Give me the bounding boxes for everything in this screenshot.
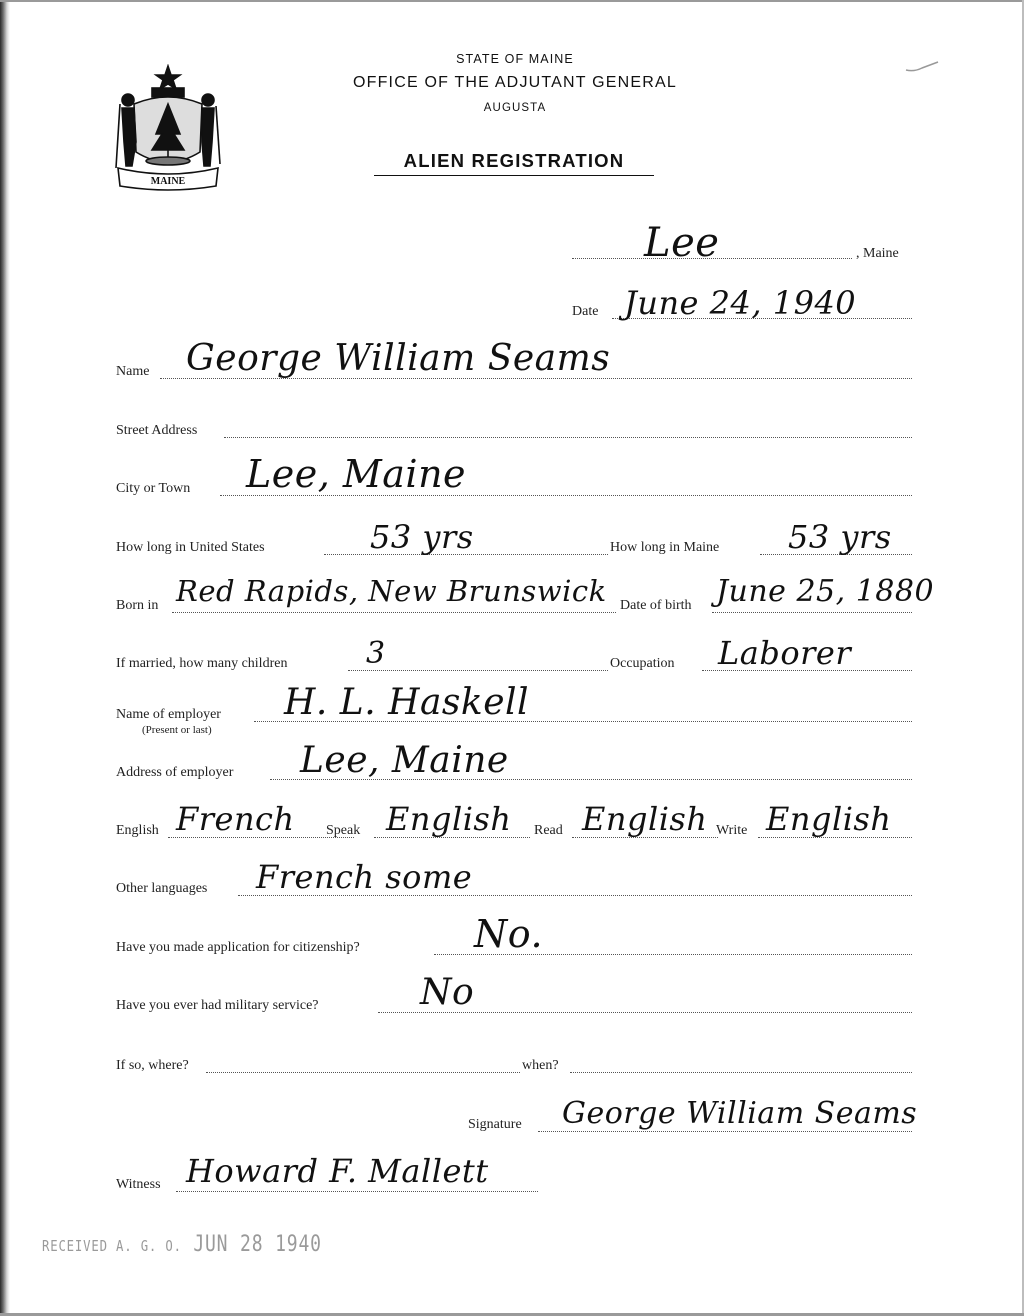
city-value[interactable]: Lee, Maine <box>246 452 467 496</box>
write-label: Write <box>716 823 748 838</box>
employer-name-label: Name of employer <box>116 707 221 722</box>
children-value[interactable]: 3 <box>366 636 386 671</box>
witness-label: Witness <box>116 1177 161 1192</box>
street-address-label: Street Address <box>116 423 198 438</box>
seal-text: MAINE <box>150 176 186 187</box>
how-long-us-label: How long in United States <box>116 540 265 555</box>
citizenship-value[interactable]: No. <box>474 912 544 956</box>
where-label: If so, where? <box>116 1058 189 1073</box>
speak-value[interactable]: English <box>386 800 512 838</box>
witness-line <box>176 1191 538 1192</box>
header-city: AUGUSTA <box>483 102 547 114</box>
employer-address-value[interactable]: Lee, Maine <box>300 740 509 781</box>
citizenship-label: Have you made application for citizenship? <box>116 940 360 955</box>
town-value[interactable]: Lee <box>644 220 720 266</box>
read-label: Read <box>534 823 563 838</box>
english-label: English <box>116 823 159 838</box>
signature-label: Signature <box>468 1117 522 1132</box>
scan-edge-left <box>0 0 10 1316</box>
form-title: ALIEN REGISTRATION <box>374 150 654 176</box>
date-of-birth-label: Date of birth <box>620 598 692 613</box>
military-label: Have you ever had military service? <box>116 998 319 1013</box>
born-in-value[interactable]: Red Rapids, New Brunswick <box>176 574 607 608</box>
witness-value[interactable]: Howard F. Mallett <box>186 1152 489 1190</box>
english-value[interactable]: French <box>176 800 295 838</box>
signature-line <box>538 1131 912 1132</box>
employer-address-label: Address of employer <box>116 765 234 780</box>
other-languages-value[interactable]: French some <box>256 858 473 896</box>
maine-state-seal <box>112 64 224 192</box>
speak-label: Speak <box>326 823 361 838</box>
received-stamp <box>42 1232 322 1257</box>
when-line <box>570 1072 912 1073</box>
street-address-line <box>224 437 912 438</box>
date-value[interactable]: June 24, 1940 <box>624 284 857 322</box>
occupation-value[interactable]: Laborer <box>718 634 852 672</box>
header-state: STATE OF MAINE <box>456 52 574 66</box>
other-languages-label: Other languages <box>116 881 208 896</box>
occupation-label: Occupation <box>610 656 675 671</box>
read-value[interactable]: English <box>582 800 708 838</box>
born-in-line <box>172 612 616 613</box>
date-of-birth-line <box>712 612 912 613</box>
check-mark-icon <box>904 60 940 74</box>
name-value[interactable]: George William Seams <box>186 338 611 379</box>
employer-name-sublabel: (Present or last) <box>142 724 212 736</box>
write-value[interactable]: English <box>766 800 892 838</box>
children-line <box>348 670 608 671</box>
city-label: City or Town <box>116 481 191 496</box>
date-label: Date <box>572 304 599 319</box>
received-stamp-date: JUN 28 1940 <box>193 1232 322 1257</box>
header-office: OFFICE OF THE ADJUTANT GENERAL <box>352 74 678 91</box>
where-line <box>206 1072 520 1073</box>
employer-name-value[interactable]: H. L. Haskell <box>284 682 530 723</box>
children-label: If married, how many children <box>116 656 288 671</box>
town-label: , Maine <box>856 246 899 261</box>
scan-edge-top <box>0 0 1024 2</box>
received-stamp-text: RECEIVED A. G. O. <box>42 1237 182 1255</box>
how-long-maine-label: How long in Maine <box>610 540 720 555</box>
how-long-us-value[interactable]: 53 yrs <box>370 518 474 556</box>
how-long-maine-value[interactable]: 53 yrs <box>788 518 892 556</box>
date-of-birth-value[interactable]: June 25, 1880 <box>716 574 935 609</box>
when-label: when? <box>522 1058 559 1073</box>
signature-value[interactable]: George William Seams <box>562 1096 918 1131</box>
born-in-label: Born in <box>116 598 159 613</box>
name-label: Name <box>116 364 150 379</box>
military-value[interactable]: No <box>420 972 475 1013</box>
